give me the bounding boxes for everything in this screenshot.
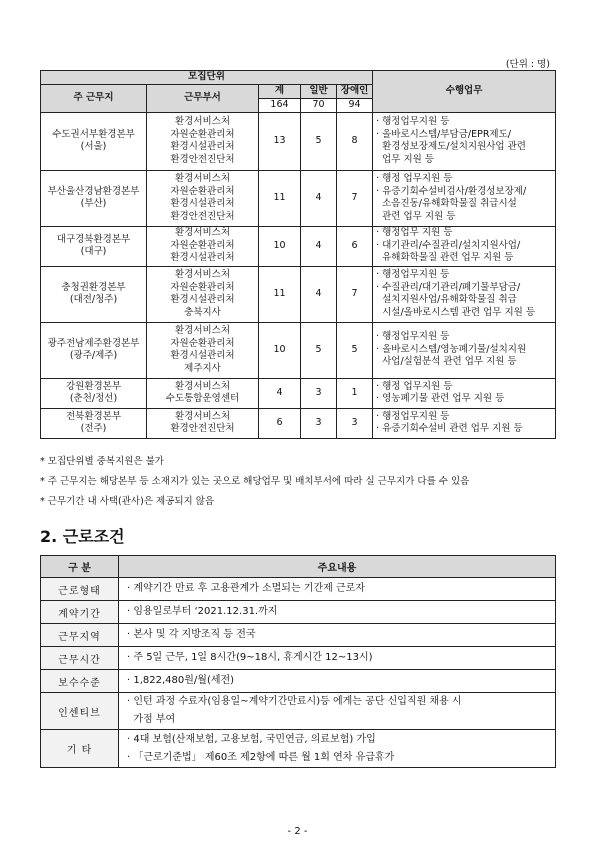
dept-cell-line: 환경시설관리처 <box>170 350 235 361</box>
general-count-cell: 4 <box>301 226 337 266</box>
condition-value <box>119 647 556 670</box>
page-number: - 2 - <box>287 826 308 837</box>
duty-cell-line: · 행정업무 지원 등 <box>376 227 453 239</box>
duty-cell-line: · 영농폐기물 관련 업무 지원 등 <box>376 393 505 404</box>
duty-cell-line: · 행정 업무지원 등 <box>376 380 453 392</box>
disabled-count-cell: 3 <box>337 408 373 438</box>
sum-disabled: 94 <box>337 99 373 113</box>
disabled-count-cell: 8 <box>337 112 373 170</box>
total-count-cell: 13 <box>259 112 301 170</box>
condition-line: · 1,822,480원/월(세전) <box>127 675 235 686</box>
table-row <box>41 170 556 226</box>
dept-cell-line: 충북지사 <box>184 306 221 318</box>
duty-cell-line: 시설/올바로시스템 관련 업무 지원 등 <box>376 306 536 318</box>
dept-cell-line: 제주지사 <box>184 362 221 374</box>
dept-cell <box>147 266 259 322</box>
dept-cell <box>147 408 259 438</box>
total-count-cell: 4 <box>259 378 301 408</box>
location-cell <box>41 112 147 170</box>
table-row <box>41 408 556 438</box>
dept-cell-line: 환경서비스처 <box>174 227 231 239</box>
dept-cell-line: 환경안전진단처 <box>170 423 235 434</box>
table-row <box>41 730 556 768</box>
condition-value <box>119 578 556 601</box>
total-count-cell: 10 <box>259 322 301 378</box>
location-cell-line: (서울) <box>80 141 107 152</box>
duty-cell-line: · 행정업무지원 등 <box>376 116 450 127</box>
general-count-cell: 4 <box>301 266 337 322</box>
dept-cell-line: 환경서비스처 <box>174 380 231 392</box>
total-count-cell: 11 <box>259 170 301 226</box>
unit-note: (단위 : 명) <box>505 59 550 70</box>
header-total: 계 <box>259 85 301 99</box>
total-count-cell: 10 <box>259 226 301 266</box>
duty-cell-line: 소음진동/유해화학물질 취급시설 <box>376 198 517 209</box>
dept-cell-line: 환경서비스처 <box>174 116 231 127</box>
total-count-cell: 11 <box>259 266 301 322</box>
table-row <box>41 112 556 170</box>
working-conditions-table <box>40 555 556 768</box>
location-cell-line: (춘천/정선) <box>69 393 118 404</box>
duty-cell-line: 업무 지원 등 <box>376 153 435 165</box>
condition-line: · 본사 및 각 지방조직 등 전국 <box>127 629 256 640</box>
disabled-count-cell: 6 <box>337 226 373 266</box>
sum-general: 70 <box>301 99 337 113</box>
dept-cell-line: 환경서비스처 <box>174 325 231 336</box>
condition-line: · 임용일로부터 ‘2021.12.31.까지 <box>127 606 278 617</box>
section-title: 2. 근로조건 <box>40 527 125 546</box>
dept-cell-line: 자원순환관리처 <box>170 128 235 140</box>
condition-value <box>119 670 556 693</box>
duty-cell-line: · 행정업무지원 등 <box>376 331 450 343</box>
duty-cell-line: · 올바로시스템/영농폐기물/설치지원 <box>376 343 527 355</box>
condition-line: 가점 부여 <box>127 714 176 725</box>
condition-value <box>119 693 556 730</box>
location-cell-line: 강원환경본부 <box>65 380 122 392</box>
dept-cell-line: 수도통합운영센터 <box>165 393 240 404</box>
location-cell <box>41 378 147 408</box>
dept-cell <box>147 322 259 378</box>
header-general: 일반 <box>301 85 337 99</box>
condition-label: 근로형태 <box>41 578 119 601</box>
location-cell-line: 광주전남제주환경본부 <box>47 337 140 349</box>
header-dept: 근무부서 <box>147 85 259 113</box>
duty-cell-line: · 올바로시스템/부담금/EPR제도/ <box>376 128 511 140</box>
duty-cell-line: · 대기관리/수질관리/설치지원사업/ <box>376 239 521 251</box>
notes <box>40 452 469 512</box>
duty-cell-line: · 유증기회수설비검사/환경성보장제/ <box>376 185 527 197</box>
dept-cell-line: 환경안전진단처 <box>170 153 235 165</box>
dept-cell-line: 환경시설관리처 <box>170 198 235 209</box>
condition-label: 기 타 <box>41 730 119 768</box>
duty-cell-line: 환경성보장제도/설치지원사업 관련 <box>376 141 526 152</box>
condition-line: · 계약기간 만료 후 고용관계가 소멸되는 기간제 근로자 <box>127 583 365 594</box>
duty-cell-line: 유해화학물질 관련 업무 지원 등 <box>376 252 514 264</box>
recruitment-table <box>40 70 556 439</box>
table-row <box>41 624 556 647</box>
disabled-count-cell: 7 <box>337 266 373 322</box>
condition-line: · 주 5일 근무, 1일 8시간(9~18시, 휴게시간 12~13시) <box>127 652 373 663</box>
general-count-cell: 5 <box>301 112 337 170</box>
condition-label: 근무시간 <box>41 647 119 670</box>
condition-label: 근무지역 <box>41 624 119 647</box>
condition-value <box>119 730 556 768</box>
table-row <box>41 601 556 624</box>
general-count-cell: 4 <box>301 170 337 226</box>
disabled-count-cell: 5 <box>337 322 373 378</box>
location-cell-line: (대전/청주) <box>69 294 118 305</box>
note-item: * 근무기간 내 사택(관사)은 제공되지 않음 <box>40 496 215 507</box>
condition-line: · 4대 보험(산재보험, 고용보험, 국민연금, 의료보험) 가입 <box>127 733 376 745</box>
condition-value <box>119 624 556 647</box>
location-cell-line: (부산) <box>80 198 107 209</box>
duty-cell-line: · 유증기회수설비 관련 업무 지원 등 <box>376 423 523 434</box>
condition-label: 인센티브 <box>41 693 119 730</box>
condition-label: 보수수준 <box>41 670 119 693</box>
condition-value <box>119 601 556 624</box>
general-count-cell: 3 <box>301 378 337 408</box>
general-count-cell: 3 <box>301 408 337 438</box>
location-cell <box>41 266 147 322</box>
duty-cell <box>373 378 556 408</box>
dept-cell-line: 환경시설관리처 <box>170 294 235 305</box>
duty-cell-line: · 수질관리/대기관리/폐기물부담금/ <box>376 281 521 293</box>
dept-cell <box>147 112 259 170</box>
location-cell-line: (광주/제주) <box>69 350 118 361</box>
table-row <box>41 578 556 601</box>
sum-total: 164 <box>259 99 301 113</box>
header-disabled: 장애인 <box>337 85 373 99</box>
condition-label: 계약기간 <box>41 601 119 624</box>
dept-cell-line: 환경안전진단처 <box>170 210 235 222</box>
note-item: * 주 근무지는 해당본부 등 소재지가 있는 곳으로 해당업무 및 배치부서에 따라 실 근무지가 다를 수 있음 <box>40 476 470 487</box>
dept-cell-line: 자원순환관리처 <box>170 337 235 349</box>
table-row <box>41 378 556 408</box>
table-row <box>41 670 556 693</box>
condition-line: · 「근로기준법」 제60조 제2항에 따른 월 1회 연차 유급휴가 <box>127 751 395 763</box>
duty-cell-line: · 행정업무지원 등 <box>376 269 450 280</box>
dept-cell <box>147 170 259 226</box>
duty-cell <box>373 322 556 378</box>
note-item: * 모집단위별 중복지원은 불가 <box>40 456 164 467</box>
general-count-cell: 5 <box>301 322 337 378</box>
dept-cell-line: 환경서비스처 <box>174 410 231 422</box>
location-cell-line: (전주) <box>80 423 107 434</box>
table-row <box>41 266 556 322</box>
duty-cell <box>373 112 556 170</box>
location-cell <box>41 170 147 226</box>
location-cell <box>41 226 147 266</box>
location-cell-line: 전북환경본부 <box>65 410 122 422</box>
dept-cell <box>147 378 259 408</box>
location-cell-line: (대구) <box>80 246 107 257</box>
dept-cell-line: 환경서비스처 <box>174 269 231 280</box>
header-duty: 수행업무 <box>373 71 556 113</box>
duty-cell-line: · 행정 업무지원 등 <box>376 173 453 184</box>
condition-line: · 인턴 과정 수료자(임용일~계약기간만료시)등 에게는 공단 신입직원 채용 시 <box>127 696 462 707</box>
header-location: 주 근무지 <box>41 85 147 113</box>
disabled-count-cell: 7 <box>337 170 373 226</box>
duty-cell-line: 사업/실험분석 관련 업무 지원 등 <box>376 356 517 368</box>
location-cell <box>41 408 147 438</box>
dept-cell-line: 자원순환관리처 <box>170 239 235 251</box>
location-cell-line: 수도권서부환경본부 <box>52 128 135 140</box>
table-row <box>41 226 556 266</box>
duty-cell-line: 관련 업무 지원 등 <box>376 210 456 222</box>
header-recruit-unit: 모집단위 <box>41 71 373 85</box>
location-cell-line: 충청권환경본부 <box>61 281 126 293</box>
location-cell-line: 대구경북환경본부 <box>56 233 131 245</box>
header-category: 구 분 <box>41 556 119 578</box>
table-row <box>41 693 556 730</box>
total-count-cell: 6 <box>259 408 301 438</box>
disabled-count-cell: 1 <box>337 378 373 408</box>
table-row <box>41 322 556 378</box>
dept-cell-line: 자원순환관리처 <box>170 281 235 293</box>
duty-cell <box>373 226 556 266</box>
dept-cell-line: 자원순환관리처 <box>170 185 235 197</box>
location-cell <box>41 322 147 378</box>
duty-cell-line: · 행정업무지원 등 <box>376 410 450 422</box>
duty-cell <box>373 266 556 322</box>
dept-cell <box>147 226 259 266</box>
dept-cell-line: 환경시설관리처 <box>170 252 235 264</box>
table-row <box>41 647 556 670</box>
duty-cell-line: 설치지원사업/유해화학물질 취급 <box>376 294 517 305</box>
dept-cell-line: 환경시설관리처 <box>170 141 235 152</box>
duty-cell <box>373 170 556 226</box>
header-content: 주요내용 <box>119 556 556 578</box>
duty-cell <box>373 408 556 438</box>
dept-cell-line: 환경서비스처 <box>174 173 231 184</box>
location-cell-line: 부산울산경남환경본부 <box>47 185 140 197</box>
